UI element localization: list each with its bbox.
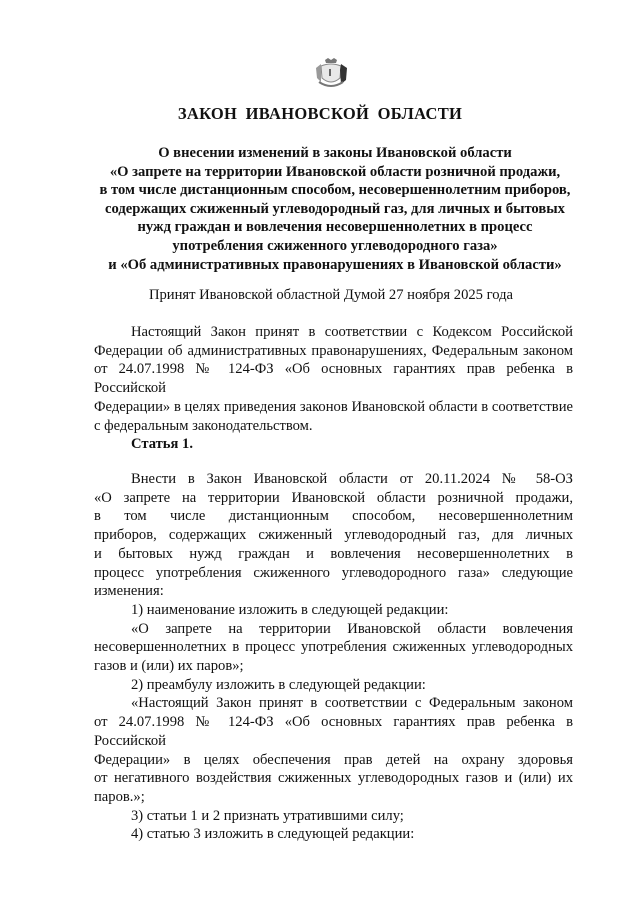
preamble-line: Настоящий Закон принят в соответствии с Кодексом Российской xyxy=(131,324,573,340)
preamble-line: от 24.07.1998 № 124-ФЗ «Об основных гарантиях прав ребенка в Российской xyxy=(94,361,573,397)
article-line: паров.»; xyxy=(94,788,145,805)
list-item-2: 2) преамбулу изложить в следующей редакции: xyxy=(131,676,426,693)
article-line: Внести в Закон Ивановской области от 20.11.2024 № 58-ОЗ xyxy=(131,471,573,487)
list-item-4: 4) статью 3 изложить в следующей редакции: xyxy=(131,826,415,843)
article-line: процесс употребления сжиженного углеводородного газа» следующие xyxy=(94,564,573,581)
document-subtitle xyxy=(60,144,610,274)
article-line: в том числе дистанционным способом, несовершеннолетним xyxy=(94,508,573,525)
article-line: газов и (или) их паров»; xyxy=(94,658,244,675)
article-1-heading: Статья 1. xyxy=(131,436,193,452)
subtitle-line: О внесении изменений в законы Ивановской области xyxy=(158,145,512,161)
article-line: несовершеннолетних в процесс употребления сжиженных углеводородных xyxy=(94,639,573,656)
subtitle-line: в том числе дистанционным способом, несовершеннолетним приборов, xyxy=(99,182,571,199)
subtitle-line: употребления сжиженного углеводородного газа» xyxy=(172,237,498,254)
list-item-3: 3) статьи 1 и 2 признать утратившими силу; xyxy=(131,807,404,824)
article-line: Федерации» в целях обеспечения прав детей на охрану здоровья xyxy=(94,751,573,768)
list-item-1: 1) наименование изложить в следующей редакции: xyxy=(131,601,449,618)
subtitle-line: «О запрете на территории Ивановской области розничной продажи, xyxy=(109,163,561,180)
preamble xyxy=(94,323,573,435)
article-line: «О запрете на территории Ивановской области вовлечения xyxy=(131,620,573,637)
article-line: и бытовых нужд граждан и вовлечения несовершеннолетних в xyxy=(94,545,573,562)
article-line: от негативного воздействия сжиженных углеводородных газов и (или) их xyxy=(94,770,573,787)
subtitle-line: и «Об административных правонарушениях в Ивановской области» xyxy=(108,256,562,273)
article-line: от 24.07.1998 № 124-ФЗ «Об основных гарантиях прав ребенка в Российской xyxy=(94,714,573,749)
preamble-line: Федерации» в целях приведения законов Ивановской области в соответствие xyxy=(94,398,573,415)
article-line: приборов, содержащих сжиженный углеводородный газ, для личных xyxy=(94,527,573,544)
article-line: «Настоящий Закон принят в соответствии с Федеральным законом xyxy=(131,695,573,712)
preamble-line: Федерации об административных правонарушениях, Федеральным законом xyxy=(94,342,573,359)
subtitle-line: содержащих сжиженный углеводородный газ, для личных и бытовых xyxy=(105,200,565,217)
article-line: изменения: xyxy=(94,583,164,600)
coat-of-arms-icon xyxy=(313,58,349,90)
article-1-body xyxy=(94,470,573,844)
preamble-line: с федеральным законодательством. xyxy=(94,417,313,434)
article-line: «О запрете на территории Ивановской области розничной продажи, xyxy=(94,489,573,506)
document-title: ЗАКОН ИВАНОВСКОЙ ОБЛАСТИ xyxy=(177,104,463,123)
adoption-statement: Принят Ивановской областной Думой 27 ноября 2025 года xyxy=(148,287,514,303)
subtitle-line: нужд граждан и вовлечения несовершеннолетних в процесс xyxy=(137,219,533,236)
